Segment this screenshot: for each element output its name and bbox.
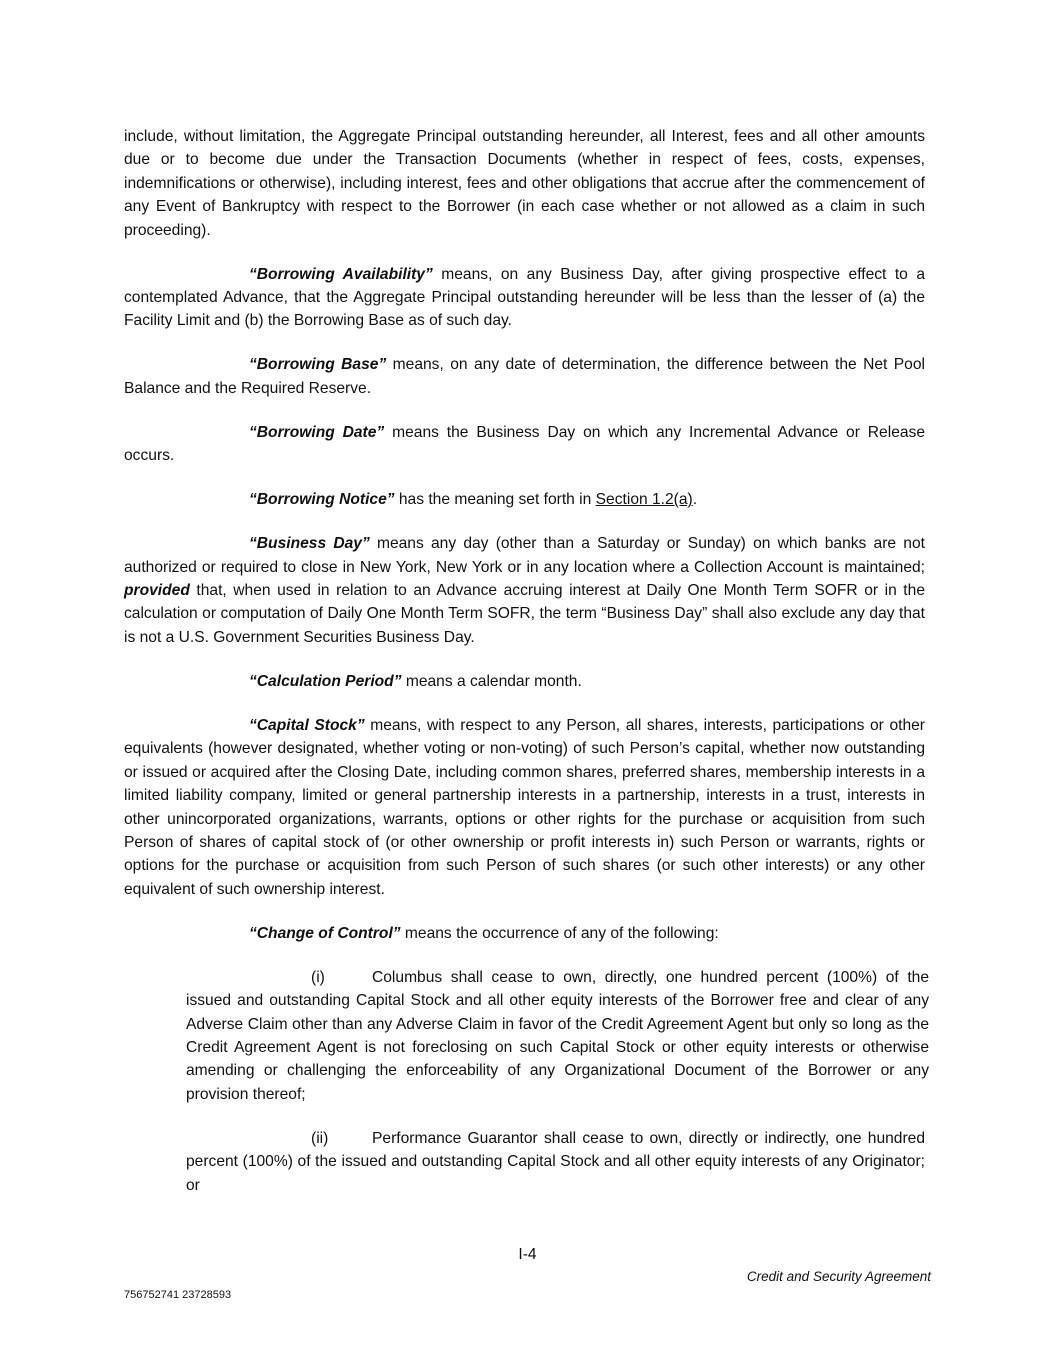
definition-text: means, on any date of determination, the difference between the Net Pool Balance and the Required Reserve.	[124, 356, 925, 397]
page-number: I-4	[518, 1246, 537, 1263]
section-reference-link[interactable]: Section 1.2(a)	[595, 491, 693, 509]
defined-term: “Borrowing Base”	[249, 356, 387, 374]
list-item-number: (i)	[311, 968, 325, 986]
definition-calculation-period	[124, 670, 925, 693]
defined-term: “Calculation Period”	[249, 672, 402, 690]
proviso-emphasis: provided	[124, 582, 190, 600]
defined-term: “Business Day”	[249, 535, 370, 553]
list-item-text: Columbus shall cease to own, directly, one hundred percent (100%) of the issued and outstanding Capital Stock and all other equity interests of the Borrower free and clear of any Adverse Claim other than any Adverse Claim in favor of the Credit Agreement Agent but only so long as the Credit Agreement Agent is not foreclosing on such Capital Stock or other equity interests or otherwise amending or challenging the enforceability of any Organizational Document of the Borrower or any provision thereof;	[186, 968, 929, 1103]
definition-capital-stock	[124, 714, 925, 901]
definition-business-day	[124, 532, 925, 649]
definition-text: means a calendar month.	[401, 672, 582, 690]
defined-term: “Borrowing Date”	[249, 423, 385, 441]
continuation-paragraph: include, without limitation, the Aggregate Principal outstanding hereunder, all Interest, fees and all other amounts due or to become due under the Transaction Documents (whether in respect of fees, costs, expenses, indemnifications or otherwise), including interest, fees and other obligations that accrue after the commencement of any Event of Bankruptcy with respect to the Borrower (in each case whether or not allowed as a claim in such proceeding).	[124, 128, 925, 239]
defined-term: “Borrowing Availability”	[249, 265, 433, 283]
document-body	[124, 125, 929, 1218]
list-item-number: (ii)	[311, 1129, 329, 1147]
defined-term: “Borrowing Notice”	[249, 491, 395, 509]
definition-borrowing-notice	[124, 488, 925, 511]
definition-borrowing-availability	[124, 263, 925, 333]
definition-borrowing-base	[124, 353, 925, 400]
defined-term: “Change of Control”	[249, 924, 401, 942]
definition-text-end: that, when used in relation to an Advance accruing interest at Daily One Month Term SOFR or in the calculation or computation of Daily One Month Term SOFR, the term “Business Day” shall also exclude any day that is not a U.S. Government Securities Business Day.	[124, 582, 925, 646]
defined-term: “Capital Stock”	[249, 716, 365, 734]
definition-borrowing-date	[124, 421, 925, 468]
list-item	[186, 1127, 925, 1197]
definition-change-of-control	[124, 922, 925, 945]
footer-document-id: 756752741 23728593	[124, 1289, 232, 1301]
list-item-text: Performance Guarantor shall cease to own, directly or indirectly, one hundred percent (100%) of the issued and outstanding Capital Stock and all other equity interests of any Originator; or	[186, 1129, 925, 1194]
definition-text: means the Business Day on which any Incremental Advance or Release occurs.	[124, 423, 926, 465]
list-item	[186, 966, 929, 1106]
footer-document-title: Credit and Security Agreement	[746, 1269, 931, 1284]
definition-text: means any day (other than a Saturday or Sunday) on which banks are not authorized or required to close in New York, New York or in any location where a Collection Account is maintained;	[124, 535, 925, 576]
definition-text: means the occurrence of any of the following:	[400, 924, 719, 942]
definition-text: means, on any Business Day, after giving prospective effect to a contemplated Advance, that the Aggregate Principal outstanding hereunder will be less than the lesser of (a) the Facility Limit and (b) the Borrowing Base as of such day.	[124, 265, 925, 330]
definition-text: has the meaning set forth in	[394, 491, 596, 509]
definition-text: means, with respect to any Person, all shares, interests, participations or other equivalents (however designated, whether voting or non-voting) of such Person’s capital, whether now outstanding or issued or acquired after the Closing Date, including common shares, preferred shares, membership interests in a limited liability company, limited or general partnership interests in a partnership, interests in a trust, interests in other unincorporated organizations, warrants, options or other rights for the purchase or acquisition from such Person of shares of capital stock of (or other ownership or profit interests in) such Person or warrants, rights or options for the purchase or acquisition from such Person of such shares (or such other interests) or any other equivalent of such ownership interest.	[124, 716, 925, 898]
definition-text-end: .	[692, 491, 698, 509]
